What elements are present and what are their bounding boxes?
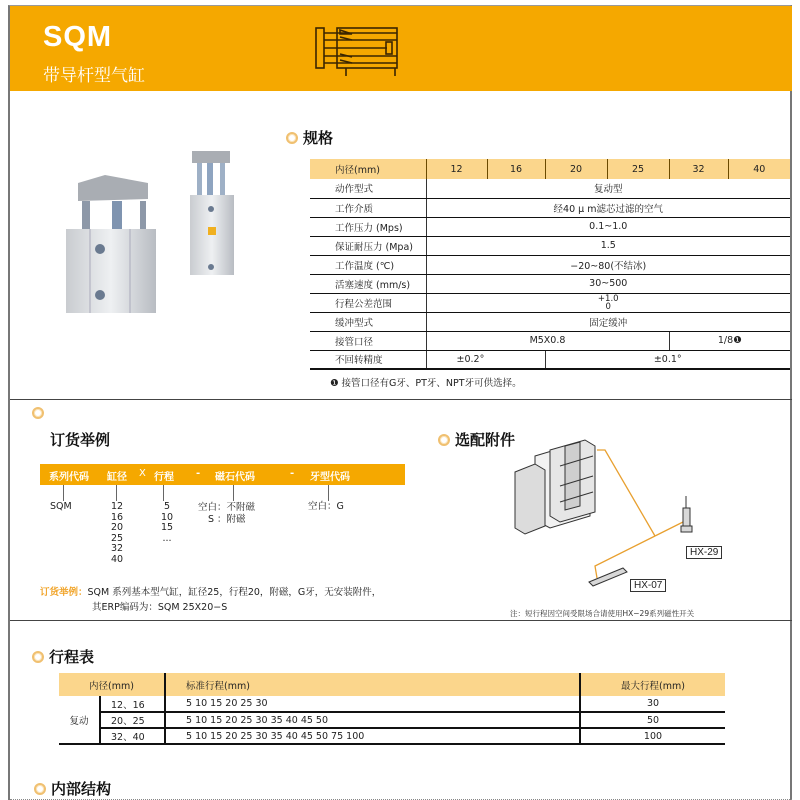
section-title-stroke bbox=[32, 646, 94, 667]
magnet-values bbox=[198, 502, 255, 526]
series-values: SQM bbox=[50, 501, 72, 512]
bore-value: 32 bbox=[111, 543, 124, 554]
tolerance-upper: +1.0 bbox=[597, 293, 619, 304]
stroke-standard: 5 10 15 20 25 30 35 40 45 50 75 100 bbox=[165, 728, 580, 744]
spec-label: 活塞速度 (mm/s) bbox=[310, 274, 426, 293]
section-ring-icon bbox=[438, 434, 450, 446]
spec-label: 接管口径 bbox=[310, 331, 426, 350]
accessories-title-text: 选配附件 bbox=[455, 431, 516, 449]
stroke-max: 50 bbox=[580, 712, 725, 728]
bore-20: 20 bbox=[545, 159, 607, 179]
stroke-title-text: 行程表 bbox=[49, 648, 95, 666]
spec-row bbox=[310, 312, 790, 331]
cylinder-symbol-icon bbox=[312, 20, 412, 78]
accessory-label-hx07: HX-07 bbox=[630, 579, 666, 592]
spec-label: 行程公差范围 bbox=[310, 293, 426, 312]
spec-table bbox=[310, 159, 790, 370]
spec-value: 30~500 bbox=[426, 274, 790, 293]
spec-header-row bbox=[310, 159, 790, 179]
spec-label: 保证耐压力 (Mpa) bbox=[310, 236, 426, 255]
order-example-line1: SQM 系列基本型气缸，缸径25，行程20，附磁，G牙，无安装附件， bbox=[87, 587, 382, 598]
product-header bbox=[10, 6, 792, 91]
spec-header-label: 内径(mm) bbox=[310, 159, 426, 179]
section-title-accessories bbox=[438, 429, 515, 450]
spec-row bbox=[310, 331, 790, 350]
model-name: SQM bbox=[43, 21, 113, 53]
stroke-values bbox=[160, 502, 174, 544]
spec-value: 复动型 bbox=[426, 179, 790, 198]
spec-label: 不回转精度 bbox=[310, 350, 426, 369]
spec-value: 0.1~1.0 bbox=[426, 217, 790, 236]
stroke-value: 15 bbox=[160, 522, 174, 533]
spec-label: 工作压力 (Mps) bbox=[310, 217, 426, 236]
section-ring-icon bbox=[32, 407, 44, 419]
stroke-row bbox=[59, 712, 725, 728]
spec-value: 1/8❶ bbox=[669, 331, 790, 350]
bore-value: 20 bbox=[111, 522, 124, 533]
magnet-value: 空白：不附磁 bbox=[198, 502, 256, 513]
spec-row bbox=[310, 255, 790, 274]
code-series-label: 系列代码 bbox=[49, 472, 89, 483]
code-magnet-label: 磁石代码 bbox=[215, 472, 255, 483]
bore-12: 12 bbox=[426, 159, 487, 179]
bore-32: 32 bbox=[669, 159, 728, 179]
stroke-bore: 20、25 bbox=[100, 712, 165, 728]
order-title-text: 订货举例 bbox=[50, 431, 111, 449]
stroke-value: 5 bbox=[163, 501, 171, 512]
stroke-bore: 32、40 bbox=[100, 728, 165, 744]
spec-row bbox=[310, 293, 790, 312]
spec-label: 缓冲型式 bbox=[310, 312, 426, 331]
stroke-standard: 5 10 15 20 25 30 bbox=[165, 696, 580, 712]
stroke-header-bore: 内径(mm) bbox=[59, 673, 165, 696]
spec-value-tolerance bbox=[426, 293, 790, 312]
spec-row bbox=[310, 350, 790, 369]
spec-value: ±0.1° bbox=[545, 350, 790, 369]
stroke-value: ... bbox=[162, 532, 172, 544]
stroke-type: 复动 bbox=[59, 696, 100, 744]
order-example-text bbox=[40, 585, 381, 615]
spec-value: ±0.2° bbox=[426, 350, 545, 369]
bore-values bbox=[111, 502, 123, 565]
code-stroke-label: 行程 bbox=[154, 472, 174, 483]
bore-40: 40 bbox=[728, 159, 790, 179]
stroke-bore: 12、16 bbox=[100, 696, 165, 712]
bore-16: 16 bbox=[487, 159, 545, 179]
spec-row bbox=[310, 217, 790, 236]
stroke-standard: 5 10 15 20 25 30 35 40 45 50 bbox=[165, 712, 580, 728]
spec-value: M5X0.8 bbox=[426, 331, 669, 350]
spec-label: 工作温度 (℃) bbox=[310, 255, 426, 274]
bore-value: 16 bbox=[111, 511, 124, 523]
spec-value: −20~80(不结冰) bbox=[426, 255, 790, 274]
order-example-label: 订货举例： bbox=[40, 587, 88, 598]
section-divider bbox=[10, 620, 792, 621]
spec-label: 工作介质 bbox=[310, 198, 426, 217]
spec-value: 固定缓冲 bbox=[426, 312, 790, 331]
stroke-row bbox=[59, 728, 725, 744]
accessory-diagram bbox=[505, 436, 765, 596]
spec-row bbox=[310, 236, 790, 255]
code-tick bbox=[163, 485, 164, 501]
magnet-value: S ：附磁 bbox=[208, 514, 246, 525]
code-x-separator: X bbox=[139, 468, 146, 479]
catalog-page bbox=[8, 5, 792, 800]
stroke-value: 10 bbox=[160, 511, 174, 523]
code-tick bbox=[328, 485, 329, 501]
spec-row bbox=[310, 198, 790, 217]
thread-values: 空白：G bbox=[308, 501, 344, 512]
section-title-order bbox=[50, 429, 110, 450]
spec-row bbox=[310, 179, 790, 198]
code-tick bbox=[63, 485, 64, 501]
spec-footnote: ❶ 接管口径有G牙、PT牙、NPT牙可供选择。 bbox=[330, 378, 522, 389]
stroke-max: 30 bbox=[580, 696, 725, 712]
accessory-label-hx29: HX-29 bbox=[686, 546, 722, 559]
code-bore-label: 缸径 bbox=[107, 472, 127, 483]
stroke-header-standard: 标准行程(mm) bbox=[165, 673, 580, 696]
stroke-header-row bbox=[59, 673, 725, 696]
spec-row bbox=[310, 274, 790, 293]
section-title-specs bbox=[286, 127, 333, 148]
section-ring-icon bbox=[34, 783, 46, 795]
code-tick bbox=[233, 485, 234, 501]
tolerance-lower: 0 bbox=[605, 301, 611, 312]
order-example-line2: 其ERP编码为：SQM 25X20−S bbox=[92, 602, 228, 613]
accessory-note: 注：短行程因空间受限场合请使用HX−29系列磁性开关 bbox=[510, 609, 695, 618]
code-dash-separator: - bbox=[290, 468, 295, 479]
stroke-row bbox=[59, 696, 725, 712]
spec-value: 1.5 bbox=[426, 236, 790, 255]
product-subtitle: 带导杆型气缸 bbox=[43, 66, 145, 86]
code-tick bbox=[116, 485, 117, 501]
internal-title-text: 内部结构 bbox=[51, 780, 112, 798]
code-dash-separator: - bbox=[196, 468, 201, 479]
stroke-max: 100 bbox=[580, 728, 725, 744]
bore-value: 25 bbox=[111, 532, 124, 544]
code-thread-label: 牙型代码 bbox=[310, 472, 350, 483]
spec-label: 动作型式 bbox=[310, 179, 426, 198]
spec-value: 经40 μ m滤芯过滤的空气 bbox=[426, 198, 790, 217]
bore-25: 25 bbox=[607, 159, 669, 179]
bore-value: 40 bbox=[111, 553, 124, 565]
stroke-table bbox=[59, 673, 725, 745]
section-divider bbox=[10, 399, 792, 400]
product-photo bbox=[40, 143, 290, 323]
section-ring-icon bbox=[32, 651, 44, 663]
order-code-bar bbox=[40, 464, 405, 485]
section-ring-icon bbox=[286, 132, 298, 144]
section-title-internal bbox=[34, 778, 111, 799]
bore-value: 12 bbox=[111, 501, 124, 512]
stroke-header-max: 最大行程(mm) bbox=[580, 673, 725, 696]
specs-title-text: 规格 bbox=[303, 129, 334, 147]
